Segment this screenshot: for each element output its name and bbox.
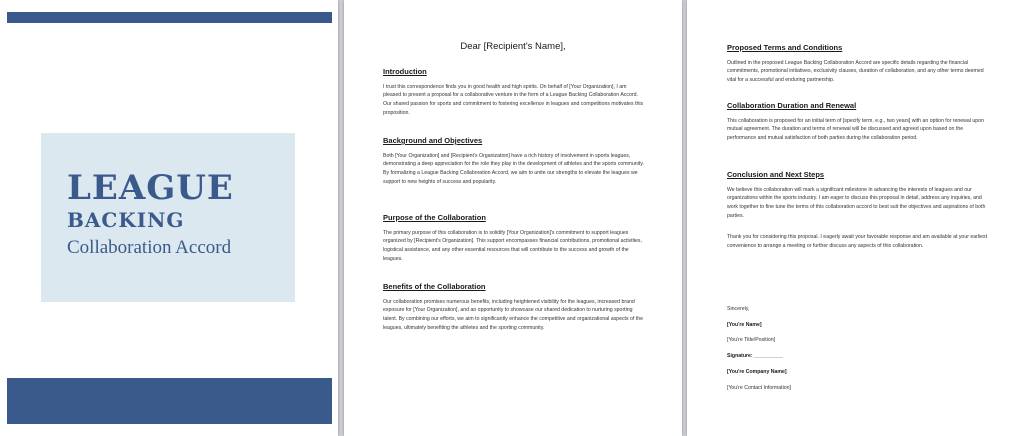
section-body: Our collaboration promises numerous benefits, including heightened visibility for the leagues, increased brand exposure for [Your Organization], and an opportunity to showcase our shared dedication to nurturing sporting talent. By combining our efforts, we aim to significantly enhance the competitive and organizational aspects of the leagues, ultimately benefiting the athletes and the sporting community.: [383, 298, 644, 331]
section-heading: Benefits of the Collaboration: [383, 282, 486, 291]
section-heading: Purpose of the Collaboration: [383, 213, 486, 222]
closing-block: [727, 307, 989, 407]
section-heading: Introduction: [383, 67, 427, 76]
section-duration-renewal: [727, 102, 989, 143]
cover-title-line3: Collaboration Accord: [67, 237, 232, 258]
cover-page: [0, 0, 338, 436]
section-body: This collaboration is proposed for an initial term of [specify term, e.g., two years] with an option for renewal upon mutual agreement. The duration and terms of renewal will be discussed and agreed upon based on the performance and mutual satisfaction of both parties during the collaboration period.: [727, 117, 984, 142]
section-heading: Background and Objectives: [383, 136, 483, 145]
thanks-text: Thank you for considering this proposal. I eagerly await your favorable response and am available at your earliest convenience to arrange a meeting or further discuss any aspects of this collaboration.: [727, 234, 988, 249]
section-body: I trust this correspondence finds you in good health and high spirits. On behalf of [Your Organization], I am pleased to present a proposal for a collaborative venture in the form of a League Backing Collaboration Accord. Our shared passion for sports and commitment to fostering excellence in leagues and competitions motivates this proposition.: [383, 83, 644, 116]
sincerely-text: Sincerely,: [727, 306, 750, 312]
cover-bottom-band: [7, 378, 332, 424]
contact-info-field: [You're Contact Information]: [727, 385, 791, 391]
section-body: We believe this collaboration will mark a significant milestone in advancing the interests of leagues and our organizations within the sports industry. I am eager to discuss this proposal in detail, address any inquiries, and work together to fine tune the terms of this collaboration accord to best suit the objectives and aspirations of both parties.: [727, 186, 986, 219]
cover-title-line2: BACKING: [67, 208, 185, 232]
section-benefits: [383, 283, 645, 333]
section-background-objectives: [383, 137, 645, 187]
salutation: Dear [Recipient's Name],: [460, 41, 566, 52]
your-name-field: [You're Name]: [727, 322, 762, 328]
cover-title-box: [41, 133, 295, 302]
company-name-field: [You're Company Name]: [727, 369, 787, 375]
section-terms-conditions: [727, 44, 989, 85]
section-heading: Collaboration Duration and Renewal: [727, 101, 857, 110]
section-body: Both [Your Organization] and [Recipient's Organization] have a rich history of involvement in sports leagues, demonstrating a deep appreciation for the role they play in the development of athletes and the sports community. By formalizing a League Backing Collaboration Accord, we aim to unite our strengths to elevate the leagues we support to new heights of success and popularity.: [383, 152, 644, 185]
section-heading: Proposed Terms and Conditions: [727, 43, 843, 52]
letter-page-1: [344, 0, 682, 436]
section-heading: Conclusion and Next Steps: [727, 170, 825, 179]
cover-title-line1: LEAGUE: [67, 168, 234, 208]
title-position-field: [You're Title/Position]: [727, 337, 776, 343]
section-body: The primary purpose of this collaboration is to solidify [Your Organization]'s commitment to support leagues organized by [Recipient's Organization]. This support encompasses financial contributions, promotional activities, logistical assistance, and any other essential resources that will contribute to the success and growth of the leagues.: [383, 229, 642, 262]
section-introduction: [383, 68, 645, 118]
thanks-paragraph: [727, 233, 989, 251]
section-purpose: [383, 214, 645, 264]
section-conclusion: [727, 171, 989, 221]
signature-field: Signature: __________: [727, 353, 783, 359]
letter-page-2: [687, 0, 1024, 436]
cover-top-band: [7, 12, 332, 23]
section-body: Outlined in the proposed League Backing Collaboration Accord are specific details regarding the financial commitments, promotional initiatives, exclusivity clauses, duration of collaboration, and any other terms deemed vital for a successful and enduring partnership.: [727, 59, 984, 84]
